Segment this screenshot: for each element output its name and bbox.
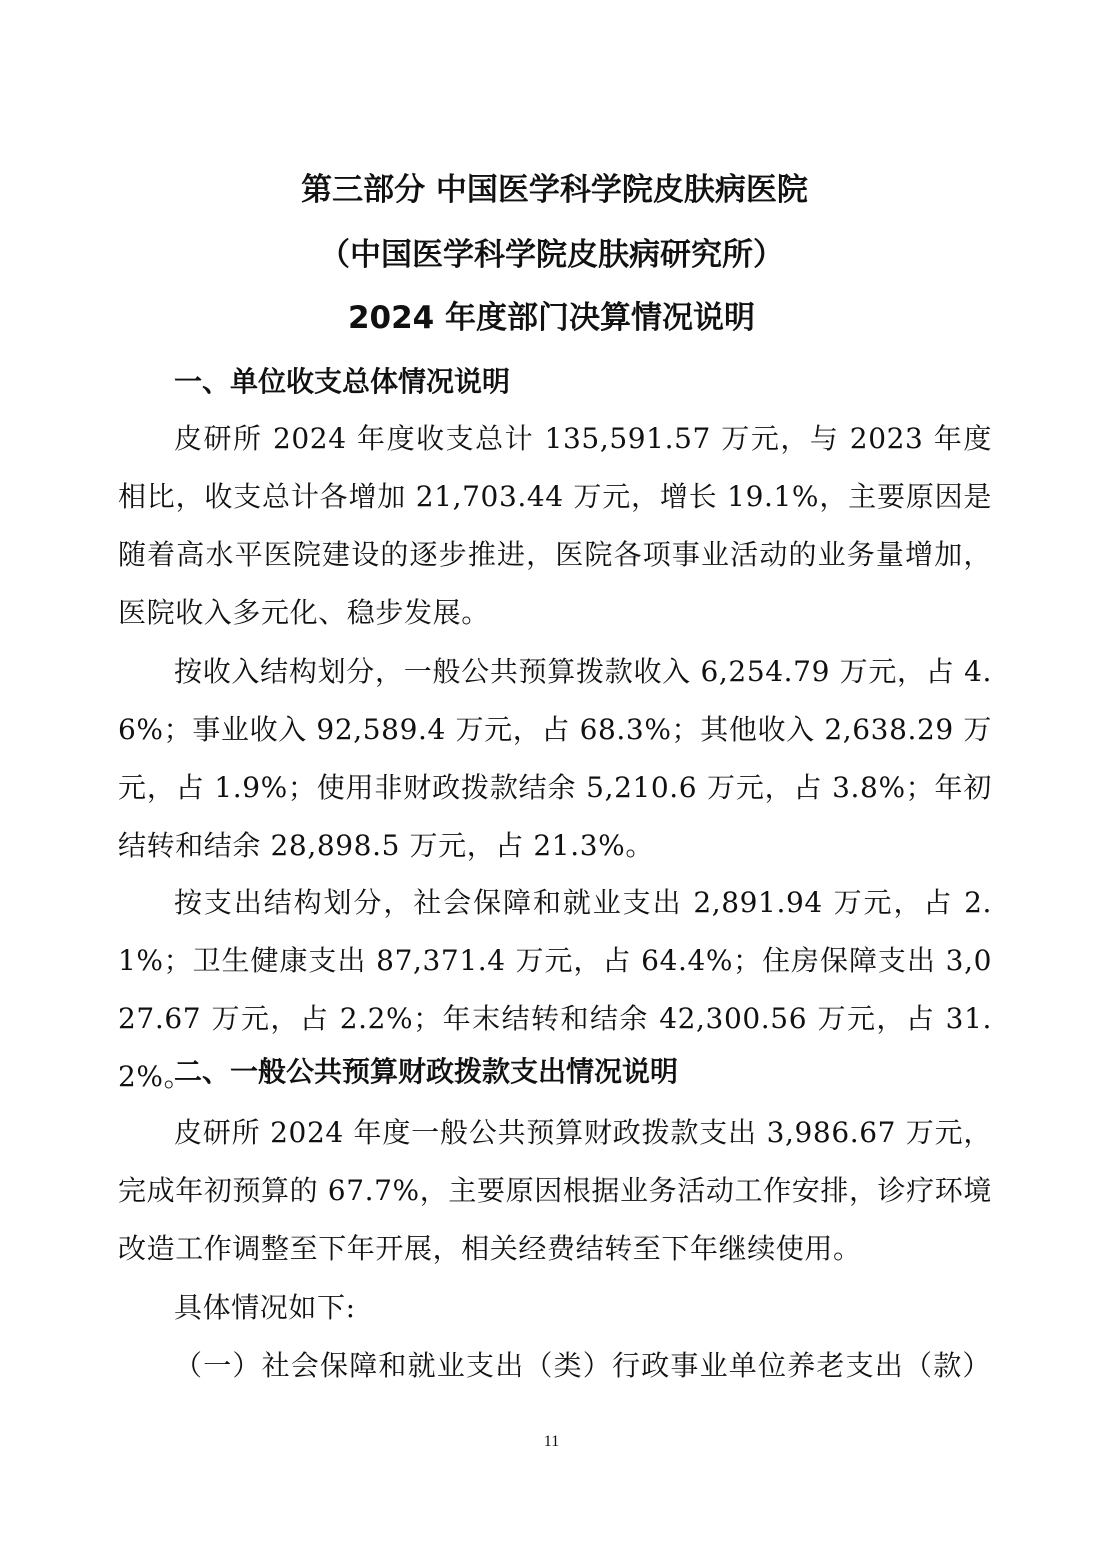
- page-number: 11: [543, 1433, 560, 1450]
- section-2-heading: 二、一般公共预算财政拨款支出情况说明: [174, 1055, 679, 1088]
- section-2-paragraph-details-intro: 具体情况如下:: [174, 1291, 356, 1324]
- document-title-line-2: （中国医学科学院皮肤病研究所）: [319, 237, 784, 273]
- document-title-line-3: 2024 年度部门决算情况说明: [347, 300, 756, 336]
- section-2-paragraph-budget-expense: 皮研所 2024 年度一般公共预算财政拨款支出 3,986.67 万元，完成年初预算的 67.7%，主要原因根据业务活动工作安排，诊疗环境改造工作调整至下年开展，相关经费结转至下年继续使用。: [118, 1116, 992, 1265]
- section-2-item-1: （一）社会保障和就业支出（类）行政事业单位养老支出（款）: [174, 1349, 992, 1382]
- section-1-heading: 一、单位收支总体情况说明: [174, 365, 511, 398]
- document-title-line-1: 第三部分 中国医学科学院皮肤病医院: [301, 172, 808, 208]
- section-1-paragraph-expense-structure: 按支出结构划分，社会保障和就业支出 2,891.94 万元，占 2.1%；卫生健康支出 87,371.4 万元，占 64.4%；住房保障支出 3,027.67 万元，占 2.2%；年末结转和结余 42,300.56 万元，占 31.2%。: [118, 886, 992, 1093]
- section-1-paragraph-income-structure: 按收入结构划分，一般公共预算拨款收入 6,254.79 万元，占 4.6%；事业收入 92,589.4 万元，占 68.3%；其他收入 2,638.29 万元，占 1.9%；使用非财政拨款结余 5,210.6 万元，占 3.8%；年初结转和结余 28,898.5 万元，占 21.3%。: [118, 655, 992, 862]
- section-1-paragraph-totals: 皮研所 2024 年度收支总计 135,591.57 万元，与 2023 年度相比，收支总计各增加 21,703.44 万元，增长 19.1%，主要原因是随着高水平医院建设的逐步推进，医院各项事业活动的业务量增加，医院收入多元化、稳步发展。: [118, 422, 992, 629]
